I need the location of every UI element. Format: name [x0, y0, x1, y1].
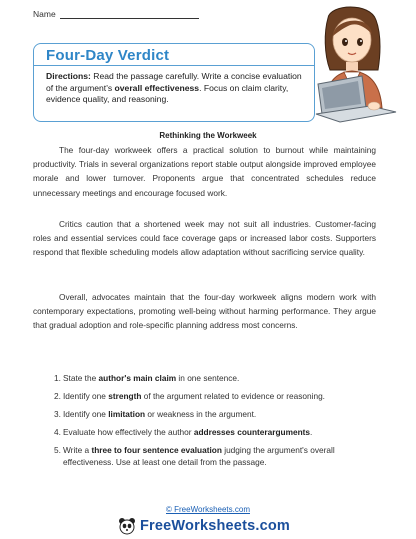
- worksheet-title: Four-Day Verdict: [34, 44, 314, 66]
- question-item: 4. Evaluate how effectively the author addresses counterarguments.: [54, 427, 313, 437]
- footer-brand: FreeWorksheets.com: [140, 518, 291, 534]
- name-input-line[interactable]: [60, 18, 199, 19]
- question-list: [33, 372, 378, 468]
- footer-copyright: [0, 505, 416, 514]
- passage-paragraph-1: The four-day workweek offers a practical solution to burnout while maintaining productivity. Trials in several organizations report stable output alongside improved employee morale and lower turnover. Proponents argue that concentrated schedules reduce unnecessary meetings and encourage focused work.: [33, 145, 376, 198]
- directions-text: Directions: Read the passage carefully. Write a concise evaluation of the argument's overall effectiveness. Focus on claim clarity, evidence quality, and reasoning.: [46, 71, 302, 105]
- name-field-row: [33, 9, 199, 19]
- question-item: 5. Write a three to four sentence evaluation judging the argument's overall effectiveness. Use at least one detail from the passage.: [54, 445, 335, 467]
- footer-link[interactable]: © FreeWorksheets.com: [166, 505, 250, 514]
- passage-paragraph-3: Overall, advocates maintain that the four-day workweek aligns modern work with contemporary expectations, promoting well-being without harming performance. They argue that gradual adoption and role-specific planning address most concerns.: [33, 292, 376, 331]
- name-label: Name: [33, 9, 56, 19]
- directions-emphasis: overall effectiveness: [114, 82, 200, 93]
- directions-label: Directions:: [46, 71, 91, 81]
- question-item: 3. Identify one limitation or weakness in the argument.: [54, 409, 257, 419]
- footer-logo: [118, 516, 290, 536]
- article-title: Rethinking the Workweek: [159, 131, 257, 140]
- panda-icon: [118, 517, 136, 535]
- question-item: 2. Identify one strength of the argument related to evidence or reasoning.: [54, 391, 325, 401]
- student-laptop-illustration: [300, 0, 410, 125]
- question-item: 1. State the author's main claim in one sentence.: [54, 373, 240, 383]
- passage-paragraph-2: Critics caution that a shortened week may not suit all industries. Customer-facing roles and essential services could face coverage gaps or increased labor costs. Supporters respond that flexible scheduling models allow adaptation without sacrificing service quality.: [33, 219, 376, 258]
- directions-box: [33, 43, 315, 122]
